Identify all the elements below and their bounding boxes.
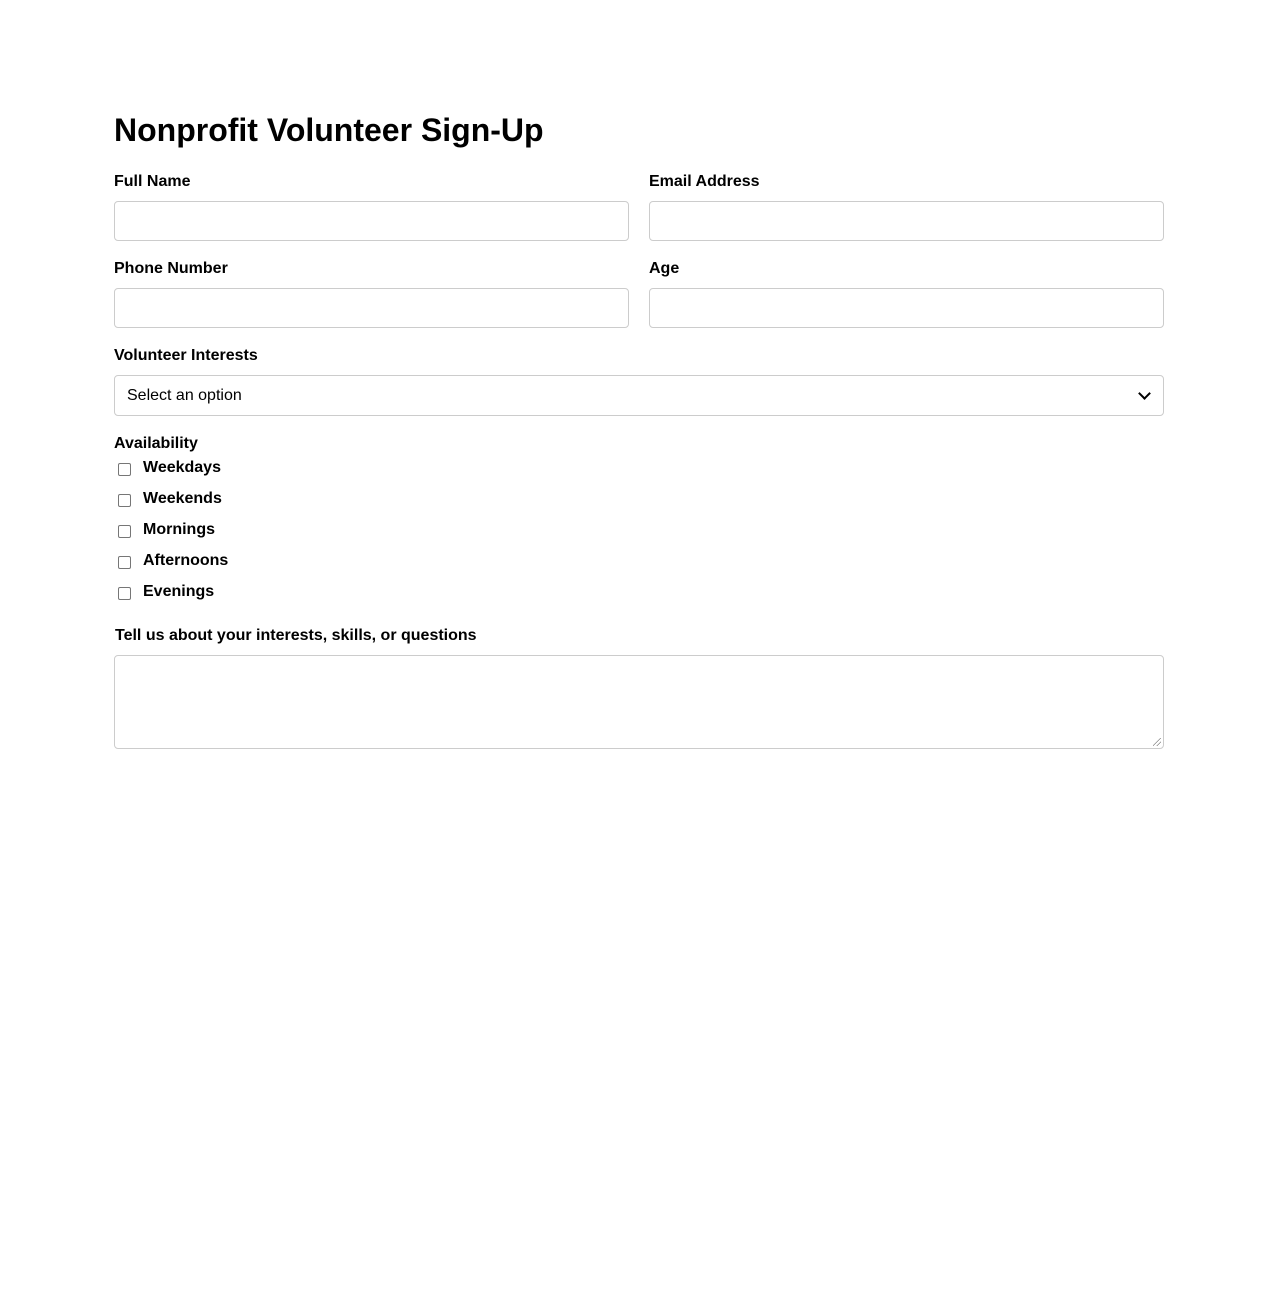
availability-label: Availability: [114, 435, 198, 452]
availability-option-mornings[interactable]: [114, 514, 215, 545]
checkbox[interactable]: [118, 556, 131, 569]
email-label: Email Address: [649, 173, 760, 190]
availability-option-evenings[interactable]: [114, 576, 214, 607]
interests-select[interactable]: [114, 375, 1164, 416]
full-name-input[interactable]: [114, 201, 629, 241]
checkbox-label[interactable]: Mornings: [143, 520, 215, 538]
checkbox[interactable]: [118, 525, 131, 538]
age-input[interactable]: [649, 288, 1164, 328]
chevron-down-icon: [1138, 387, 1151, 400]
full-name-label: Full Name: [114, 173, 191, 190]
availability-option-afternoons[interactable]: [114, 545, 228, 576]
checkbox-label[interactable]: Weekdays: [143, 458, 221, 476]
page-title: Nonprofit Volunteer Sign-Up: [114, 112, 544, 148]
message-label: Tell us about your interests, skills, or questions: [115, 627, 477, 644]
age-label: Age: [649, 260, 680, 277]
interests-selected-value: Select an option: [127, 386, 242, 404]
checkbox-label[interactable]: Evenings: [143, 582, 215, 600]
checkbox[interactable]: [118, 587, 131, 600]
availability-option-weekdays[interactable]: [114, 452, 221, 483]
checkbox-label[interactable]: Afternoons: [143, 551, 229, 569]
checkbox[interactable]: [118, 494, 131, 507]
checkbox-label[interactable]: Weekends: [143, 489, 222, 507]
resize-handle-icon[interactable]: [1153, 738, 1161, 746]
interests-label: Volunteer Interests: [114, 347, 258, 364]
checkbox[interactable]: [118, 463, 131, 476]
phone-input[interactable]: [114, 288, 629, 328]
phone-label: Phone Number: [114, 260, 228, 277]
availability-option-weekends[interactable]: [114, 483, 222, 514]
message-textarea[interactable]: [114, 655, 1164, 749]
email-input[interactable]: [649, 201, 1164, 241]
